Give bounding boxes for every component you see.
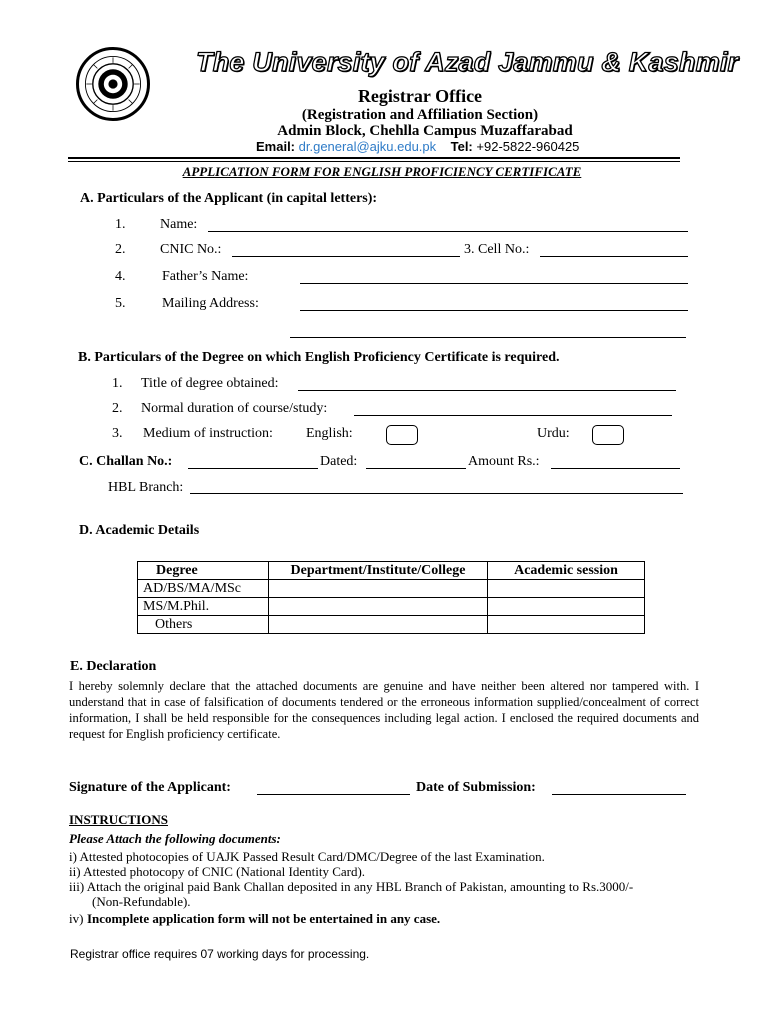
instruction-item: i) Attested photocopies of UAJK Passed Result Card/DMC/Degree of the last Examination. bbox=[69, 849, 545, 864]
section-subheading: (Registration and Affiliation Section) bbox=[301, 107, 539, 123]
cnic-field[interactable] bbox=[232, 256, 460, 257]
instructions-heading: INSTRUCTIONS bbox=[69, 812, 168, 827]
challan-number-field[interactable] bbox=[188, 468, 318, 469]
table-header-row bbox=[138, 562, 645, 580]
amount-field[interactable] bbox=[551, 468, 680, 469]
email-label: Email: bbox=[256, 139, 296, 154]
column-header: Department/Institute/College bbox=[269, 562, 488, 580]
university-title: The University of Azad Jammu & Kashmir bbox=[196, 47, 739, 77]
course-duration-label: Normal duration of course/study: bbox=[141, 401, 328, 416]
department-cell[interactable] bbox=[269, 580, 488, 598]
column-header: Degree bbox=[138, 562, 269, 580]
session-cell[interactable] bbox=[488, 616, 645, 634]
mailing-address-label: Mailing Address: bbox=[162, 296, 259, 311]
medium-label: Medium of instruction: bbox=[143, 426, 273, 441]
instructions-subheading: Please Attach the following documents: bbox=[69, 831, 281, 846]
tel-number: +92-5822-960425 bbox=[476, 139, 580, 154]
field-number: 2. bbox=[115, 242, 126, 257]
table-row bbox=[138, 580, 645, 598]
processing-time-note: Registrar office requires 07 working days for processing. bbox=[70, 947, 370, 961]
degree-title-label: Title of degree obtained: bbox=[141, 376, 279, 391]
table-row bbox=[138, 616, 645, 634]
office-address: Admin Block, Chehlla Campus Muzaffarabad bbox=[277, 123, 573, 139]
degree-title-field[interactable] bbox=[298, 390, 676, 391]
cell-label: 3. Cell No.: bbox=[464, 242, 530, 257]
english-checkbox[interactable] bbox=[386, 425, 418, 445]
degree-cell: AD/BS/MA/MSc bbox=[138, 580, 269, 598]
cell-field[interactable] bbox=[540, 256, 688, 257]
hbl-branch-field[interactable] bbox=[190, 493, 683, 494]
english-option-label: English: bbox=[306, 426, 353, 441]
name-label: Name: bbox=[160, 217, 198, 232]
submission-date-label: Date of Submission: bbox=[416, 780, 536, 795]
instruction-item: ii) Attested photocopy of CNIC (National Identity Card). bbox=[69, 864, 366, 879]
mailing-address-field-line2[interactable] bbox=[290, 337, 686, 338]
dated-field[interactable] bbox=[366, 468, 466, 469]
form-title: APPLICATION FORM FOR ENGLISH PROFICIENCY CERTIFICATE bbox=[182, 164, 582, 179]
field-number: 4. bbox=[115, 269, 126, 284]
amount-label: Amount Rs.: bbox=[468, 454, 540, 469]
name-field[interactable] bbox=[208, 231, 688, 232]
course-duration-field[interactable] bbox=[354, 415, 672, 416]
field-number: 5. bbox=[115, 296, 126, 311]
field-number: 1. bbox=[115, 217, 126, 232]
instruction-item-continued: (Non-Refundable). bbox=[92, 894, 191, 909]
session-cell[interactable] bbox=[488, 580, 645, 598]
challan-label: C. Challan No.: bbox=[79, 454, 173, 469]
academic-details-table bbox=[137, 561, 645, 634]
cnic-label: CNIC No.: bbox=[160, 242, 222, 257]
instruction-item-number: iv) bbox=[69, 911, 84, 926]
degree-cell: MS/M.Phil. bbox=[138, 598, 269, 616]
declaration-text: I hereby solemnly declare that the attached documents are genuine and have neither been altered nor tampered with. I understand that in case of falsification of documents tendered or the erroneous information supplied/concealment of correct information, I shall be held responsible for the consequences including legal action. I enclosed the required documents and request for English proficiency certificate. bbox=[69, 679, 699, 741]
header-divider-thin bbox=[68, 161, 680, 162]
department-cell[interactable] bbox=[269, 616, 488, 634]
registrar-office-heading: Registrar Office bbox=[357, 86, 483, 106]
instruction-item: iii) Attach the original paid Bank Challan deposited in any HBL Branch of Pakistan, amounting to Rs.3000/- bbox=[69, 879, 634, 894]
section-a-heading: A. Particulars of the Applicant (in capital letters): bbox=[80, 191, 378, 206]
field-number: 2. bbox=[112, 401, 123, 416]
contact-line bbox=[256, 139, 579, 154]
signature-field[interactable] bbox=[257, 794, 410, 795]
section-e-heading: E. Declaration bbox=[70, 659, 157, 674]
email-link[interactable]: dr.general@ajku.edu.pk bbox=[298, 139, 437, 154]
degree-cell: Others bbox=[138, 616, 269, 634]
mailing-address-field[interactable] bbox=[300, 310, 688, 311]
section-b-heading: B. Particulars of the Degree on which English Proficiency Certificate is required. bbox=[78, 350, 560, 365]
field-number: 3. bbox=[112, 426, 123, 441]
tel-label: Tel: bbox=[450, 139, 473, 154]
dated-label: Dated: bbox=[320, 454, 358, 469]
section-d-heading: D. Academic Details bbox=[79, 523, 200, 538]
field-number: 1. bbox=[112, 376, 123, 391]
father-name-field[interactable] bbox=[300, 283, 688, 284]
instruction-warning: Incomplete application form will not be entertained in any case. bbox=[87, 911, 441, 926]
urdu-checkbox[interactable] bbox=[592, 425, 624, 445]
submission-date-field[interactable] bbox=[552, 794, 686, 795]
table-row bbox=[138, 598, 645, 616]
column-header: Academic session bbox=[488, 562, 645, 580]
hbl-branch-label: HBL Branch: bbox=[108, 480, 184, 495]
session-cell[interactable] bbox=[488, 598, 645, 616]
signature-label: Signature of the Applicant: bbox=[69, 780, 231, 795]
header-divider-thick bbox=[68, 157, 680, 159]
urdu-option-label: Urdu: bbox=[537, 426, 570, 441]
department-cell[interactable] bbox=[269, 598, 488, 616]
father-name-label: Father’s Name: bbox=[162, 269, 249, 284]
